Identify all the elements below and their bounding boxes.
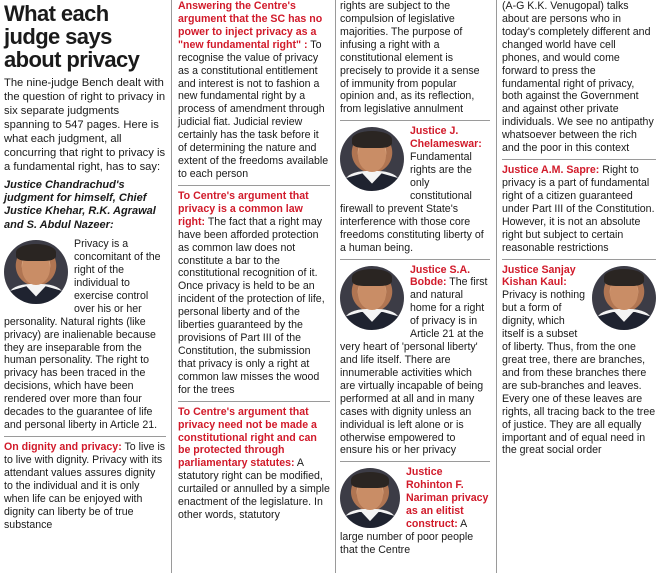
column-divider bbox=[335, 0, 336, 573]
section-divider bbox=[178, 185, 330, 186]
section-new-right bbox=[178, 0, 330, 181]
kaul-block bbox=[502, 264, 656, 458]
section-divider bbox=[502, 159, 656, 160]
chelameswar-block bbox=[340, 125, 490, 254]
column-2 bbox=[178, 0, 330, 573]
section-statutes-heading: To Centre's argument that privacy need not be made a constitutional right and can be protected through parliamentary statutes: bbox=[178, 405, 317, 470]
nariman-continued-text: (A-G K.K. Venugopal) talks about are persons who in today's completely different and changed world have cell phones, and would come forward to press the fundamental right of privacy, both against the Government and against other private individuals. We see no antipathy whatsoever between the rich and the poor in this context bbox=[502, 0, 654, 155]
nariman-block bbox=[340, 466, 490, 556]
intro-text: The nine-judge Bench dealt with the question of right to privacy in six separate judgments spanning to 547 pages. Here is what each judgment, all concurring that right to privacy is a fundamental right, has to say: bbox=[4, 77, 166, 173]
justice-bobde-photo bbox=[340, 266, 404, 330]
sapre-section bbox=[502, 164, 656, 254]
chandrachud-block bbox=[4, 238, 166, 432]
statutes-continued-text: rights are subject to the compulsion of legislative majorities. The purpose of infusing a right with a constitutional element is precisely to provide it a sense of immunity from popular opinion and, as its reflection, from legislative annulment bbox=[340, 0, 480, 116]
justice-chelameswar-photo bbox=[340, 127, 404, 191]
sapre-heading: Justice A.M. Sapre: bbox=[502, 164, 600, 177]
section-statutes-text: A statutory right can be modified, curtailed or annulled by a simple enactment of the legislature. In other words, statutory bbox=[178, 457, 330, 522]
chelameswar-heading: Justice J. Chelameswar: bbox=[410, 125, 482, 151]
nariman-heading: Justice Rohinton F. Nariman privacy as an elitist construct: bbox=[406, 466, 489, 531]
kaul-heading: Justice Sanjay Kishan Kaul: bbox=[502, 263, 576, 289]
column-4 bbox=[502, 0, 656, 573]
section-statutes bbox=[178, 406, 330, 522]
byline-chandrachud: Justice Chandrachud's judgment for himself, Chief Justice Khehar, R.K. Agrawal and S. Abdul Nazeer: bbox=[4, 178, 156, 231]
page-title: What each judge says about privacy bbox=[4, 1, 140, 73]
justice-chandrachud-photo bbox=[4, 240, 68, 304]
dignity-text: To live is to live with dignity. Privacy with its attendant values assures dignity to the individual and it is only when life can be enjoyed with dignity can liberty be of true substance bbox=[4, 440, 166, 531]
nariman-text: A large number of poor people that the Centre bbox=[340, 518, 474, 556]
column-divider bbox=[171, 0, 172, 573]
section-divider bbox=[502, 259, 656, 260]
section-divider bbox=[4, 436, 166, 437]
section-new-right-text: To recognise the value of privacy as a constitutional entitlement and interest is not to fashion a new fundamental right by a process of amendment through judicial fiat. Judicial review certainly has the task before it of determining the nature and extent of the freedoms available to each person bbox=[178, 38, 329, 180]
section-divider bbox=[340, 259, 490, 260]
section-new-right-heading: Answering the Centre's argument that the SC has no power to inject privacy as a "new fundamental right" : bbox=[178, 0, 323, 51]
kaul-text: Privacy is nothing but a form of dignity, which itself is a subset of liberty. Thus, from the one great tree, there are branches, and from these branches there are sub-branches and leaves. Every one of these leaves are rights, all tracing back to the tree of justice. They are all equally important and of equal need in the great social order bbox=[502, 289, 656, 457]
section-divider bbox=[340, 461, 490, 462]
justice-nariman-photo bbox=[340, 468, 400, 528]
section-common-law bbox=[178, 190, 330, 397]
section-divider bbox=[178, 401, 330, 402]
column-1 bbox=[4, 0, 166, 573]
section-divider bbox=[340, 120, 490, 121]
dignity-heading: On dignity and privacy: bbox=[4, 440, 122, 453]
section-common-law-heading: To Centre's argument that privacy is a common law right: bbox=[178, 189, 309, 228]
justice-kaul-photo bbox=[592, 266, 656, 330]
column-divider bbox=[496, 0, 497, 573]
bobde-text: The first and natural home for a right of privacy is in Article 21 at the very heart of 'personal liberty' and life itself. There are innumerable activities which are virtually incapable of being performed at all and in many cases with dignity unless an individual is left alone or is otherwise empowered to ensure his or her privacy bbox=[340, 276, 488, 457]
bobde-block bbox=[340, 264, 490, 458]
dignity-section bbox=[4, 441, 166, 531]
column-3 bbox=[340, 0, 490, 573]
bobde-heading: Justice S.A. Bobde: bbox=[410, 263, 471, 289]
sapre-text: Right to privacy is a part of fundamental right of a citizen guaranteed under Part III of the Constitution. However, it is not an absolute right but subject to certain reasonable restrictions bbox=[502, 164, 655, 254]
section-common-law-text: The fact that a right may have been afforded protection as common law does not constitute a bar to the constitutional recognition of it. Once privacy is held to be an incident of the protection of life, personal liberty and of the liberties guaranteed by the provisions of Part III of the Constitution, the submission that privacy is only a right at common law misses the wood for the trees bbox=[178, 215, 325, 396]
privacy-text: Privacy is a concomitant of the right of the individual to exercise control over his or her personality. Natural rights (like privacy) are inalienable because they are inseparable from the human personality. The right to privacy has been traced in the decisions, which have been rendered over more than four decades to the guarantee of life and personal liberty in Article 21. bbox=[4, 238, 161, 432]
chelameswar-text: Fundamental rights are the only constitutional firewall to prevent State's interference with those core freedoms constituting liberty of a human being. bbox=[340, 151, 484, 254]
